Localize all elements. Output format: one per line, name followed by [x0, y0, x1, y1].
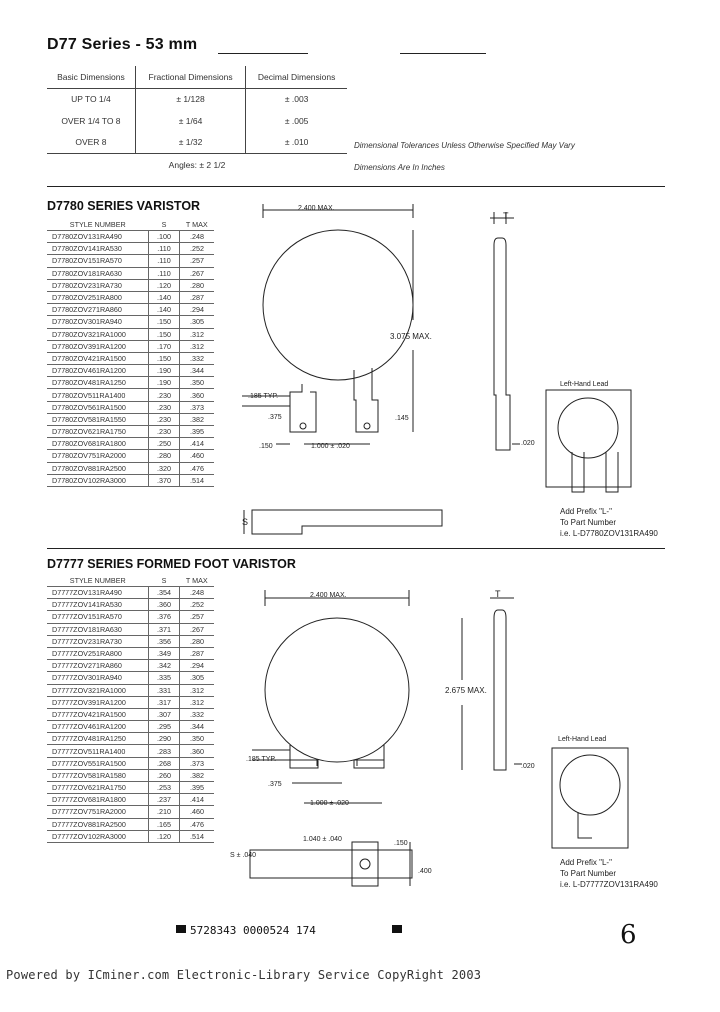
dim-S: S: [242, 517, 249, 527]
dim-cell: ± .003: [284, 94, 309, 105]
t-max-cell: .373: [180, 401, 215, 413]
t-max-cell: .248: [180, 587, 215, 599]
section2-title: D7777 SERIES FORMED FOOT VARISTOR: [47, 557, 296, 571]
table-header: S: [149, 574, 180, 587]
table-row: [47, 267, 214, 279]
section-divider: [47, 548, 665, 549]
table-row: [47, 328, 214, 340]
left-hand-lead-disc: [558, 398, 618, 458]
t-max-cell: .252: [180, 243, 215, 255]
s-cell: .150: [149, 316, 180, 328]
t-max-cell: .312: [180, 328, 215, 340]
table-header: S: [149, 218, 180, 231]
table-row: [47, 279, 214, 291]
dim-020: .020: [521, 763, 535, 770]
style-number-cell: D7777ZOV141RA530: [47, 599, 149, 611]
table-row: [47, 426, 214, 438]
table-row: [47, 660, 214, 672]
s-cell: .260: [149, 769, 180, 781]
t-max-cell: .287: [180, 291, 215, 303]
prefix-line-3: i.e. L-D7780ZOV131RA490: [560, 529, 658, 538]
style-number-cell: D7777ZOV511RA1400: [47, 745, 149, 757]
t-max-cell: .344: [180, 721, 215, 733]
table-row: [47, 599, 214, 611]
dim-angles: Angles: ± 2 1/2: [47, 154, 347, 176]
dim-150: .150: [394, 840, 408, 847]
style-number-cell: D7780ZOV131RA490: [47, 231, 149, 243]
style-number-cell: D7777ZOV581RA1580: [47, 769, 149, 781]
style-number-cell: D7780ZOV141RA530: [47, 243, 149, 255]
footer-text: Powered by ICminer.com Electronic-Library Service CopyRight 2003: [6, 968, 482, 982]
table-row: [47, 782, 214, 794]
table-row: [47, 696, 214, 708]
lead-hole: [300, 423, 306, 429]
table-row: [47, 450, 214, 462]
section1-title: D7780 SERIES VARISTOR: [47, 199, 201, 213]
table-row: [47, 794, 214, 806]
page-title: D77 Series - 53 mm: [47, 36, 198, 53]
s-cell: .356: [149, 635, 180, 647]
s-cell: .376: [149, 611, 180, 623]
style-number-cell: D7780ZOV391RA1200: [47, 340, 149, 352]
s-cell: .320: [149, 462, 180, 474]
s-cell: .349: [149, 647, 180, 659]
dim-1000: 1.000 ± .020: [310, 800, 349, 807]
style-number-cell: D7777ZOV391RA1200: [47, 696, 149, 708]
dim-150: .150: [259, 443, 273, 450]
t-max-cell: .280: [180, 279, 215, 291]
prefix-line-1: Add Prefix "L-": [560, 507, 612, 516]
title-blank-line-1: [218, 53, 308, 54]
t-max-cell: .382: [180, 413, 215, 425]
table-row: [47, 806, 214, 818]
t-max-cell: .344: [180, 365, 215, 377]
table-row: [47, 352, 214, 364]
style-number-cell: D7777ZOV321RA1000: [47, 684, 149, 696]
dim-cell: ± .010: [284, 137, 309, 148]
s-cell: .190: [149, 365, 180, 377]
foot-detail: [250, 850, 412, 878]
s-cell: .120: [149, 830, 180, 842]
left-hand-lead-title: Left-Hand Lead: [560, 381, 609, 388]
t-max-cell: .294: [180, 660, 215, 672]
s-cell: .307: [149, 708, 180, 720]
table-header: STYLE NUMBER: [47, 218, 149, 231]
side-view: [494, 610, 506, 770]
t-max-cell: .267: [180, 267, 215, 279]
table-row: [47, 623, 214, 635]
style-number-cell: D7777ZOV621RA1750: [47, 782, 149, 794]
style-number-cell: D7777ZOV481RA1250: [47, 733, 149, 745]
style-number-cell: D7777ZOV751RA2000: [47, 806, 149, 818]
s-cell: .170: [149, 340, 180, 352]
style-number-cell: D7780ZOV511RA1400: [47, 389, 149, 401]
t-max-cell: .257: [180, 255, 215, 267]
s-cell: .268: [149, 757, 180, 769]
t-max-cell: .332: [180, 708, 215, 720]
dim-cell: ± 1/32: [135, 132, 245, 154]
dim-cell: ± 1/128: [135, 88, 245, 110]
prefix-line-2: To Part Number: [560, 518, 617, 527]
t-max-cell: .395: [180, 426, 215, 438]
style-number-cell: D7780ZOV321RA1000: [47, 328, 149, 340]
table-row: [47, 316, 214, 328]
varistor-disc: [265, 618, 409, 762]
s-cell: .230: [149, 413, 180, 425]
style-number-cell: D7777ZOV151RA570: [47, 611, 149, 623]
t-max-cell: .257: [180, 611, 215, 623]
section-divider: [47, 186, 665, 187]
s-cell: .150: [149, 352, 180, 364]
style-number-cell: D7780ZOV271RA860: [47, 304, 149, 316]
s-cell: .165: [149, 818, 180, 830]
section1-table: [47, 218, 214, 487]
t-max-cell: .312: [180, 340, 215, 352]
dim-020: .020: [521, 440, 535, 447]
style-number-cell: D7777ZOV421RA1500: [47, 708, 149, 720]
section2-table: [47, 574, 214, 843]
table-row: [47, 401, 214, 413]
style-number-cell: D7777ZOV461RA1200: [47, 721, 149, 733]
style-number-cell: D7777ZOV271RA860: [47, 660, 149, 672]
s-cell: .354: [149, 587, 180, 599]
t-max-cell: .514: [180, 830, 215, 842]
style-number-cell: D7780ZOV181RA630: [47, 267, 149, 279]
dim-cell: UP TO 1/4: [47, 88, 135, 110]
table-row: [47, 462, 214, 474]
t-max-cell: .476: [180, 462, 215, 474]
t-max-cell: .332: [180, 352, 215, 364]
style-number-cell: D7780ZOV102RA3000: [47, 474, 149, 486]
s-cell: .100: [149, 231, 180, 243]
page-number: 6: [620, 920, 637, 950]
style-number-cell: D7780ZOV231RA730: [47, 279, 149, 291]
table-row: [47, 438, 214, 450]
table-row: [47, 377, 214, 389]
dim-375: .375: [268, 414, 282, 421]
dim-header: Fractional Dimensions: [135, 66, 245, 88]
s-cell: .283: [149, 745, 180, 757]
style-number-cell: D7780ZOV251RA800: [47, 291, 149, 303]
side-view: [494, 238, 510, 450]
s-cell: .140: [149, 304, 180, 316]
t-max-cell: .514: [180, 474, 215, 486]
style-number-cell: D7780ZOV481RA1250: [47, 377, 149, 389]
s-cell: .150: [149, 328, 180, 340]
dim-T: T: [495, 589, 501, 599]
style-number-cell: D7777ZOV181RA630: [47, 623, 149, 635]
s-cell: .110: [149, 243, 180, 255]
table-row: [47, 830, 214, 842]
table-row: [47, 684, 214, 696]
style-number-cell: D7780ZOV461RA1200: [47, 365, 149, 377]
style-number-cell: D7777ZOV681RA1800: [47, 794, 149, 806]
title-blank-line-2: [400, 53, 486, 54]
table-row: [47, 231, 214, 243]
s-cell: .371: [149, 623, 180, 635]
dim-width: 2.400 MAX.: [298, 205, 335, 212]
s-cell: .331: [149, 684, 180, 696]
s-cell: .230: [149, 389, 180, 401]
s-cell: .120: [149, 279, 180, 291]
table-row: [47, 304, 214, 316]
t-max-cell: .312: [180, 684, 215, 696]
t-max-cell: .312: [180, 696, 215, 708]
s-cell: .370: [149, 474, 180, 486]
style-number-cell: D7780ZOV421RA1500: [47, 352, 149, 364]
table-row: [47, 389, 214, 401]
dim-typ: .185 TYP.: [248, 393, 279, 400]
s-cell: .280: [149, 450, 180, 462]
inches-note: Dimensions Are In Inches: [354, 163, 445, 172]
dim-145: .145: [395, 415, 409, 422]
varistor-disc: [263, 230, 413, 380]
t-max-cell: .280: [180, 635, 215, 647]
table-row: [47, 733, 214, 745]
table-row: [47, 291, 214, 303]
style-number-cell: D7780ZOV581RA1550: [47, 413, 149, 425]
style-number-cell: D7780ZOV881RA2500: [47, 462, 149, 474]
prefix-line-3: i.e. L-D7777ZOV131RA490: [560, 880, 658, 889]
s-cell: .230: [149, 426, 180, 438]
dim-typ: .185 TYP.: [246, 756, 277, 763]
t-max-cell: .267: [180, 623, 215, 635]
t-max-cell: .360: [180, 389, 215, 401]
dim-cell: OVER 1/4 TO 8: [47, 110, 135, 132]
style-number-cell: D7777ZOV131RA490: [47, 587, 149, 599]
table-row: [47, 474, 214, 486]
table-row: [47, 757, 214, 769]
section1-drawing: [232, 200, 672, 550]
style-number-cell: D7780ZOV301RA940: [47, 316, 149, 328]
t-max-cell: .248: [180, 231, 215, 243]
s-cell: .295: [149, 721, 180, 733]
dim-375: .375: [268, 781, 282, 788]
t-max-cell: .476: [180, 818, 215, 830]
s-cell: .342: [149, 660, 180, 672]
style-number-cell: D7780ZOV621RA1750: [47, 426, 149, 438]
s-cell: .190: [149, 377, 180, 389]
t-max-cell: .305: [180, 672, 215, 684]
dim-header: Basic Dimensions: [47, 66, 135, 88]
dim-width: 2.400 MAX.: [310, 592, 347, 599]
style-number-cell: D7780ZOV681RA1800: [47, 438, 149, 450]
t-max-cell: .414: [180, 794, 215, 806]
table-row: [47, 340, 214, 352]
left-hand-lead-title: Left-Hand Lead: [558, 736, 607, 743]
style-number-cell: D7777ZOV231RA730: [47, 635, 149, 647]
table-header: T MAX: [180, 574, 215, 587]
s-cell: .253: [149, 782, 180, 794]
style-number-cell: D7780ZOV561RA1500: [47, 401, 149, 413]
t-max-cell: .414: [180, 438, 215, 450]
dim-cell: OVER 8: [47, 132, 135, 154]
s-cell: .230: [149, 401, 180, 413]
lead-left: [290, 384, 316, 432]
table-header: T MAX: [180, 218, 215, 231]
table-row: [47, 365, 214, 377]
s-cell: .110: [149, 255, 180, 267]
style-number-cell: D7777ZOV551RA1500: [47, 757, 149, 769]
left-hand-lead-disc: [560, 755, 620, 815]
t-max-cell: .373: [180, 757, 215, 769]
table-header: STYLE NUMBER: [47, 574, 149, 587]
table-row: [47, 611, 214, 623]
t-max-cell: .252: [180, 599, 215, 611]
foot-view: [252, 510, 442, 534]
style-number-cell: D7777ZOV251RA800: [47, 647, 149, 659]
barcode-block-left: [176, 925, 186, 933]
barcode-block-right: [392, 925, 402, 933]
style-number-cell: D7780ZOV151RA570: [47, 255, 149, 267]
s-cell: .290: [149, 733, 180, 745]
dim-height: 2.675 MAX.: [445, 686, 487, 695]
style-number-cell: D7777ZOV102RA3000: [47, 830, 149, 842]
t-max-cell: .395: [180, 782, 215, 794]
t-max-cell: .382: [180, 769, 215, 781]
dim-T: T: [503, 211, 509, 221]
table-row: [47, 635, 214, 647]
t-max-cell: .350: [180, 377, 215, 389]
barcode-text: 5728343 0000524 174: [190, 924, 316, 937]
table-row: [47, 745, 214, 757]
s-cell: .237: [149, 794, 180, 806]
table-row: [47, 708, 214, 720]
table-row: [47, 818, 214, 830]
t-max-cell: .360: [180, 745, 215, 757]
table-row: [47, 587, 214, 599]
dim-1040: 1.040 ± .040: [303, 836, 342, 843]
s-cell: .360: [149, 599, 180, 611]
style-number-cell: D7777ZOV881RA2500: [47, 818, 149, 830]
s-cell: .210: [149, 806, 180, 818]
table-row: [47, 255, 214, 267]
t-max-cell: .460: [180, 450, 215, 462]
style-number-cell: D7780ZOV751RA2000: [47, 450, 149, 462]
dim-cell: ± 1/64: [135, 110, 245, 132]
s-cell: .110: [149, 267, 180, 279]
dim-400: .400: [418, 868, 432, 875]
dim-1000: 1.000 ± .020: [311, 443, 350, 450]
t-max-cell: .350: [180, 733, 215, 745]
table-row: [47, 672, 214, 684]
table-row: [47, 647, 214, 659]
s-cell: .317: [149, 696, 180, 708]
table-row: [47, 243, 214, 255]
table-row: [47, 721, 214, 733]
t-max-cell: .294: [180, 304, 215, 316]
s-cell: .335: [149, 672, 180, 684]
dim-s040: S ± .040: [230, 852, 257, 859]
dim-cell: ± .005: [284, 115, 309, 126]
lead-hole: [364, 423, 370, 429]
t-max-cell: .305: [180, 316, 215, 328]
dim-height: 3.075 MAX.: [390, 332, 432, 341]
tolerance-note: Dimensional Tolerances Unless Otherwise Specified May Vary: [354, 141, 575, 150]
style-number-cell: D7777ZOV301RA940: [47, 672, 149, 684]
dimensions-table: [47, 66, 347, 176]
dim-header: Decimal Dimensions: [246, 66, 347, 88]
prefix-line-1: Add Prefix "L-": [560, 858, 612, 867]
s-cell: .140: [149, 291, 180, 303]
t-max-cell: .287: [180, 647, 215, 659]
s-cell: .250: [149, 438, 180, 450]
prefix-line-2: To Part Number: [560, 869, 617, 878]
t-max-cell: .460: [180, 806, 215, 818]
table-row: [47, 413, 214, 425]
table-row: [47, 769, 214, 781]
